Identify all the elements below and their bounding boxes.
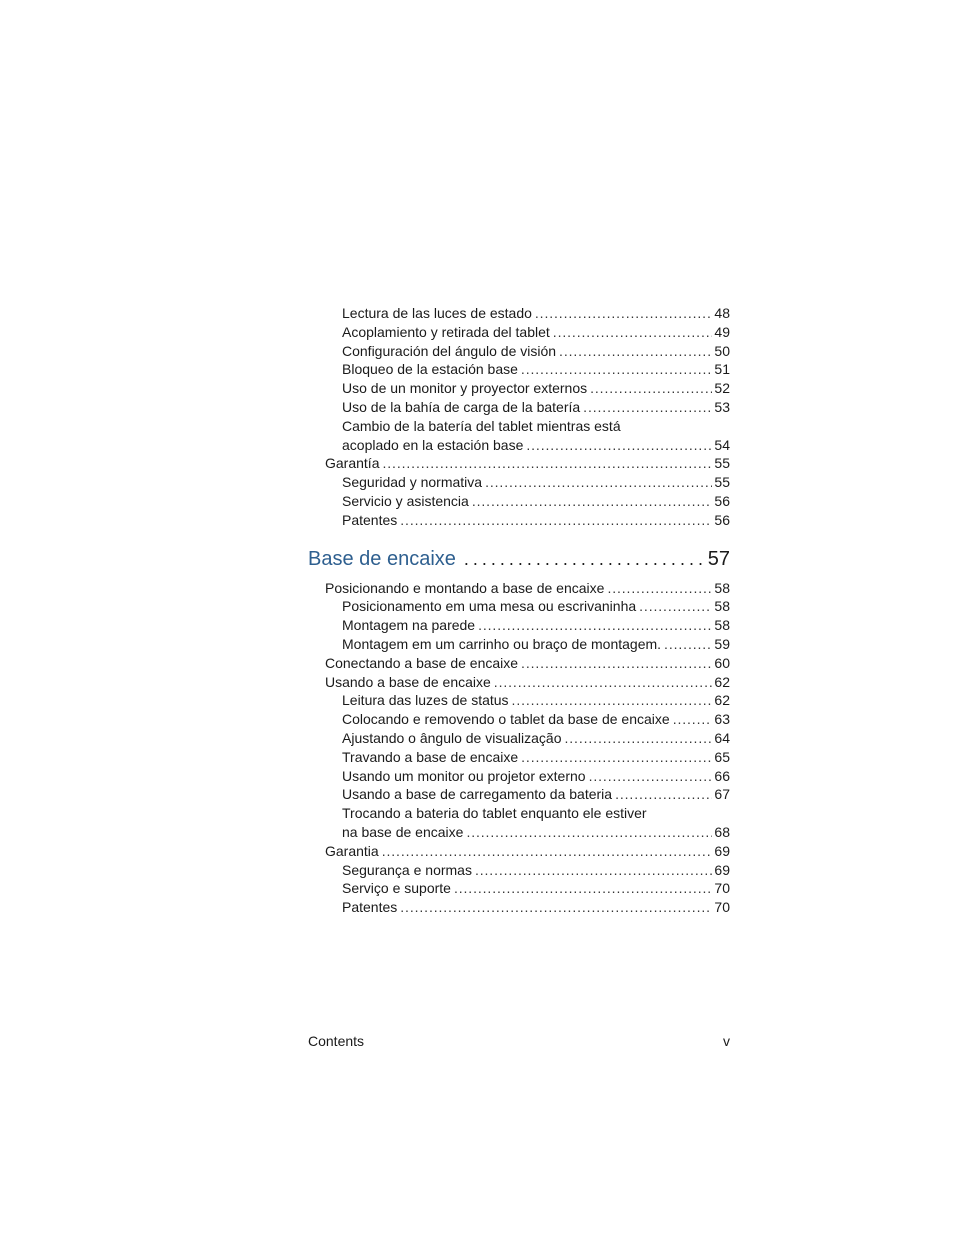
toc-section-chapter	[308, 579, 730, 917]
toc-entry[interactable]	[308, 804, 730, 842]
toc-entry[interactable]	[308, 842, 730, 861]
footer-page-number: v	[723, 1033, 730, 1049]
dot-leader	[494, 673, 713, 692]
toc-entry-title: Patentes	[342, 511, 398, 528]
toc-entry-page-number: 51	[714, 361, 730, 378]
toc-entry[interactable]	[308, 379, 730, 398]
toc-entry-page-number: 55	[714, 474, 730, 491]
toc-entry-page-number: 70	[714, 880, 730, 897]
toc-entry-title: na base de encaixe	[342, 823, 464, 840]
dot-leader	[521, 748, 712, 767]
table-of-contents	[308, 304, 730, 917]
toc-entry-title: Bloqueo de la estación base	[342, 361, 518, 378]
toc-entry-page-number: 50	[714, 342, 730, 359]
toc-entry-title: Segurança e normas	[342, 861, 472, 878]
toc-entry-title: Serviço e suporte	[342, 880, 451, 897]
toc-entry-title: Posicionamento em uma mesa ou escrivaninha	[342, 598, 637, 615]
toc-entry[interactable]	[308, 748, 730, 767]
toc-entry[interactable]	[308, 473, 730, 492]
toc-entry[interactable]	[308, 304, 730, 323]
dot-leader	[535, 304, 713, 323]
toc-entry-page-number: 55	[714, 455, 730, 472]
dot-leader	[559, 342, 712, 361]
toc-entry-page-number: 65	[714, 748, 730, 765]
toc-entry-page-number: 58	[714, 617, 730, 634]
toc-entry-row	[308, 398, 730, 417]
toc-entry-row	[308, 729, 730, 748]
toc-entry-page-number: 52	[714, 380, 730, 397]
toc-entry-row	[308, 379, 730, 398]
toc-entry-title: Lectura de las luces de estado	[342, 305, 532, 321]
toc-entry-page-number: 56	[714, 492, 730, 509]
toc-entry-row	[308, 492, 730, 511]
dot-leader	[521, 654, 712, 673]
toc-entry-title: Servicio y asistencia	[342, 492, 469, 509]
toc-entry-title-line1: Cambio de la batería del tablet mientras está	[342, 417, 621, 434]
dot-leader	[553, 323, 713, 342]
toc-entry-page-number: 48	[714, 305, 730, 321]
toc-entry-page-number: 56	[714, 511, 730, 528]
toc-entry-row	[308, 473, 730, 492]
toc-entry-page-number: 64	[714, 729, 730, 746]
toc-entry-row	[308, 879, 730, 898]
dot-leader	[466, 823, 712, 842]
dot-leader	[512, 691, 713, 710]
dot-leader	[400, 898, 712, 917]
toc-entry-title: Posicionando e montando a base de encaixe	[325, 579, 605, 596]
toc-entry[interactable]	[308, 417, 730, 455]
dot-leader	[485, 473, 712, 492]
toc-entry-page-number: 69	[714, 861, 730, 878]
toc-entry-title: Configuración del ángulo de visión	[342, 342, 557, 359]
toc-entry[interactable]	[308, 597, 730, 616]
dot-leader	[615, 785, 712, 804]
dot-leader	[400, 511, 712, 530]
toc-entry-title: Montagem na parede	[342, 617, 476, 634]
dot-leader	[673, 710, 713, 729]
dot-leader	[478, 616, 712, 635]
toc-entry-page-number: 66	[714, 767, 730, 784]
dot-leader	[521, 360, 713, 379]
toc-entry[interactable]	[308, 492, 730, 511]
toc-entry-row	[308, 673, 730, 692]
toc-entry-page-number: 58	[714, 579, 730, 596]
toc-entry-row	[308, 635, 730, 654]
toc-entry-page-number: 49	[714, 323, 730, 340]
toc-entry[interactable]	[308, 323, 730, 342]
toc-entry-row	[308, 304, 730, 323]
toc-entry-row	[308, 898, 730, 917]
toc-entry-title: Garantía	[325, 455, 380, 472]
toc-entry[interactable]	[308, 710, 730, 729]
toc-entry-page-number: 68	[714, 823, 730, 840]
toc-entry[interactable]	[308, 579, 730, 598]
toc-entry-page-number: 60	[714, 654, 730, 671]
toc-entry-row	[308, 767, 730, 786]
toc-entry-title-line1: Trocando a bateria do tablet enquanto ele estiver	[342, 805, 647, 822]
footer-label: Contents	[308, 1033, 365, 1049]
toc-entry-title: Travando a base de encaixe	[342, 748, 519, 765]
toc-entry-page-number: 58	[714, 598, 730, 615]
toc-entry-page-number: 63	[714, 711, 730, 728]
dot-leader	[589, 767, 713, 786]
dot-leader	[664, 635, 712, 654]
toc-entry[interactable]	[308, 879, 730, 898]
toc-entry-row	[308, 342, 730, 361]
toc-entry[interactable]	[308, 342, 730, 361]
toc-entry-page-number: 62	[714, 673, 730, 690]
toc-entry-row	[308, 691, 730, 710]
toc-entry-title: Conectando a base de encaixe	[325, 654, 519, 671]
toc-entry-page-number: 54	[714, 436, 730, 453]
toc-entry-row	[308, 861, 730, 880]
toc-entry-row	[308, 511, 730, 530]
dot-leader	[607, 579, 712, 598]
toc-entry-title: Acoplamiento y retirada del tablet	[342, 323, 550, 340]
dot-leader	[583, 398, 712, 417]
toc-entry-title: Garantia	[325, 842, 379, 859]
chapter-page-number: 57	[707, 547, 730, 570]
toc-entry[interactable]	[308, 398, 730, 417]
toc-entry[interactable]	[308, 767, 730, 786]
toc-entry-page-number: 59	[714, 635, 730, 652]
toc-entry[interactable]	[308, 861, 730, 880]
toc-entry[interactable]	[308, 511, 730, 530]
toc-entry-row	[308, 323, 730, 342]
toc-entry[interactable]	[308, 785, 730, 804]
toc-entry[interactable]	[308, 454, 730, 473]
toc-entry-row	[308, 597, 730, 616]
toc-entry-row	[308, 654, 730, 673]
toc-entry-row	[308, 616, 730, 635]
toc-entry-title: acoplado en la estación base	[342, 436, 524, 453]
toc-entry[interactable]	[308, 616, 730, 635]
dot-leader	[472, 492, 713, 511]
toc-entry-row	[308, 579, 730, 598]
toc-entry[interactable]	[308, 673, 730, 692]
dot-leader	[565, 729, 713, 748]
toc-entry[interactable]	[308, 691, 730, 710]
toc-entry-page-number: 70	[714, 899, 730, 916]
dot-leader	[454, 879, 712, 898]
chapter-title: Base de encaixe	[308, 547, 456, 570]
toc-entry-row	[308, 710, 730, 729]
toc-entry-title: Colocando e removendo o tablet da base de encaixe	[342, 711, 670, 728]
toc-entry-row	[308, 842, 730, 861]
toc-entry[interactable]	[308, 898, 730, 917]
toc-entry-row	[308, 360, 730, 379]
toc-entry-title: Patentes	[342, 899, 398, 916]
toc-entry-page-number: 69	[714, 842, 730, 859]
dot-leader	[464, 549, 705, 570]
toc-entry-page-number: 67	[714, 786, 730, 803]
toc-entry-title: Leitura das luzes de status	[342, 692, 509, 709]
toc-chapter-heading[interactable]	[308, 548, 730, 578]
toc-section-previous	[308, 304, 730, 530]
toc-entry[interactable]	[308, 654, 730, 673]
toc-entry-title: Ajustando o ângulo de visualização	[342, 729, 562, 746]
toc-entry[interactable]	[308, 635, 730, 654]
dot-leader	[590, 379, 712, 398]
toc-entry-title: Usando a base de encaixe	[325, 673, 491, 690]
page-footer	[308, 1033, 730, 1049]
dot-leader	[639, 597, 712, 616]
toc-entry-page-number: 53	[714, 398, 730, 415]
toc-entry-row	[308, 454, 730, 473]
toc-entry[interactable]	[308, 360, 730, 379]
toc-entry-title: Montagem em um carrinho ou braço de montagem.	[342, 635, 662, 652]
toc-entry-title: Usando um monitor ou projetor externo	[342, 767, 586, 784]
toc-entry-title: Uso de la bahía de carga de la batería	[342, 398, 581, 415]
toc-entry-title: Usando a base de carregamento da bateria	[342, 786, 613, 803]
dot-leader	[475, 861, 712, 880]
dot-leader	[526, 436, 712, 455]
toc-entry-row	[308, 785, 730, 804]
toc-entry[interactable]	[308, 729, 730, 748]
toc-entry-title: Uso de un monitor y proyector externos	[342, 380, 588, 397]
toc-entry-title: Seguridad y normativa	[342, 474, 483, 491]
toc-entry-row	[308, 436, 730, 455]
dot-leader	[382, 454, 712, 473]
toc-entry-row	[308, 748, 730, 767]
toc-entry-row	[308, 823, 730, 842]
dot-leader	[382, 842, 713, 861]
toc-entry-page-number: 62	[714, 692, 730, 709]
